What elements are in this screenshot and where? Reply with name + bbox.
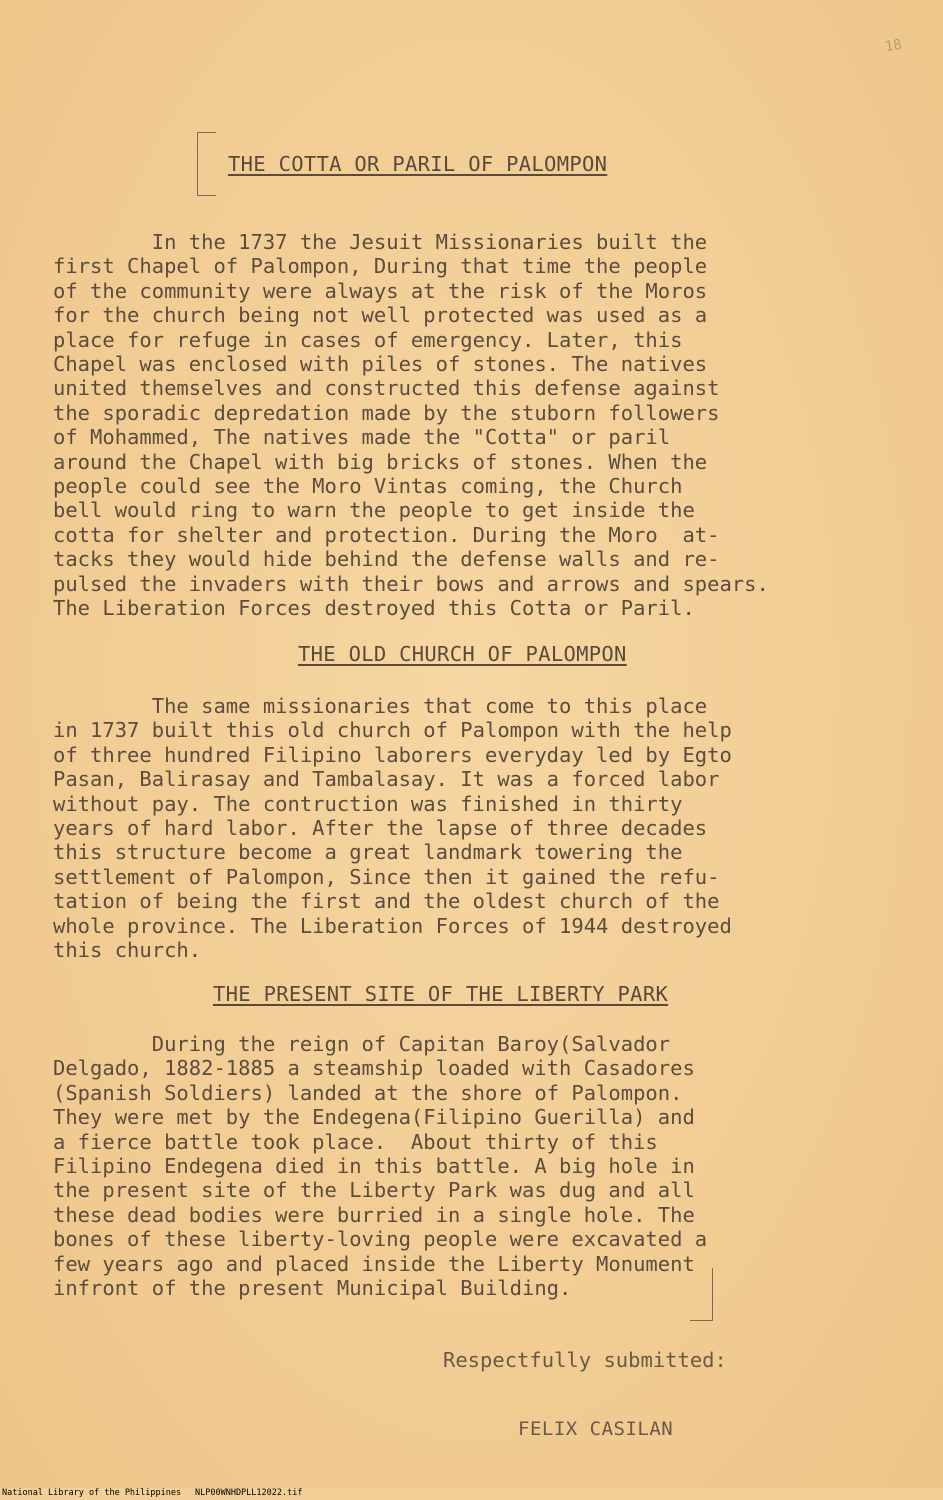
text-line: In the 1737 the Jesuit Missionaries built the xyxy=(53,230,708,254)
text-line: The same missionaries that come to this place xyxy=(53,694,708,718)
text-line: bones of these liberty-loving people were excavated a xyxy=(53,1227,708,1252)
footer-library: National Library of the Philippines xyxy=(2,1488,182,1498)
text-line: Filipino Endegena died in this battle. A big hole in xyxy=(53,1154,695,1179)
text-line: Chapel was enclosed with piles of stones. The natives xyxy=(53,352,708,377)
text-line: united themselves and constructed this defense against xyxy=(53,376,720,401)
text-line: of the community were always at the risk of the Moros xyxy=(53,278,708,303)
closing-bracket-mark xyxy=(690,1268,713,1321)
text-line: They were met by the Endegena(Filipino Guerilla) and xyxy=(53,1105,695,1130)
text-line: whole province. The Liberation Forces of 1944 destroyed xyxy=(53,913,732,938)
section-heading-liberty-park: THE PRESENT SITE OF THE LIBERTY PARK xyxy=(213,982,669,1006)
text-line: first Chapel of Palompon, During that time the people xyxy=(53,254,708,279)
text-line: During the reign of Capitan Baroy(Salvador xyxy=(53,1032,671,1056)
text-line: pulsed the invaders with their bows and arrows and spears. xyxy=(53,571,769,596)
text-line: this church. xyxy=(53,938,202,963)
section-body-cotta xyxy=(53,230,769,621)
text-line: settlement of Palompon, Since then it gained the refu- xyxy=(53,864,720,889)
text-line: people could see the Moro Vintas coming, the Church xyxy=(53,474,683,499)
text-line: of three hundred Filipino laborers everyday led by Egto xyxy=(53,742,732,767)
text-line: these dead bodies were burried in a single hole. The xyxy=(53,1202,695,1227)
text-line: for the church being not well protected was used as a xyxy=(53,303,708,328)
section-body-old-church xyxy=(53,694,732,962)
text-line: The Liberation Forces destroyed this Cotta or Paril. xyxy=(53,596,695,621)
text-line: around the Chapel with big bricks of stones. When the xyxy=(53,449,708,474)
text-line: tation of being the first and the oldest church of the xyxy=(53,889,720,914)
opening-bracket-mark xyxy=(197,132,216,196)
margin-note: 18 xyxy=(883,36,904,56)
text-line: infront of the present Municipal Building. xyxy=(53,1276,572,1301)
text-line: bell would ring to warn the people to get inside the xyxy=(53,498,695,523)
text-line: (Spanish Soldiers) landed at the shore of Palompon. xyxy=(53,1080,683,1105)
section-heading-cotta: THE COTTA OR PARIL OF PALOMPON xyxy=(228,152,608,176)
section-body-liberty-park xyxy=(53,1032,707,1300)
text-line: a fierce battle took place. About thirty of this xyxy=(53,1129,658,1154)
text-line: Delgado, 1882-1885 a steamship loaded with Casadores xyxy=(53,1056,695,1081)
text-line: few years ago and placed inside the Liberty Monument xyxy=(53,1251,695,1276)
text-line: of Mohammed, The natives made the "Cotta" or paril xyxy=(53,425,671,450)
text-line: the present site of the Liberty Park was dug and all xyxy=(53,1178,695,1203)
text-line: the sporadic depredation made by the stuborn followers xyxy=(53,400,720,425)
text-line: in 1737 built this old church of Palompon with the help xyxy=(53,718,732,743)
scan-footer xyxy=(0,1488,943,1500)
text-line: tacks they would hide behind the defense walls and re- xyxy=(53,547,720,572)
text-line: cotta for shelter and protection. During the Moro at- xyxy=(53,522,720,547)
text-line: Pasan, Balirasay and Tambalasay. It was a forced labor xyxy=(53,767,720,792)
signature-name: FELIX CASILAN xyxy=(518,1418,674,1440)
text-line: years of hard labor. After the lapse of three decades xyxy=(53,816,708,841)
section-heading-old-church: THE OLD CHURCH OF PALOMPON xyxy=(298,642,627,666)
footer-filename: NLP00WNHDPLL12022.tif xyxy=(195,1488,303,1498)
text-line: this structure become a great landmark towering the xyxy=(53,840,683,865)
text-line: without pay. The contruction was finished in thirty xyxy=(53,791,683,816)
text-line: place for refuge in cases of emergency. Later, this xyxy=(53,327,683,352)
closing-line: Respectfully submitted: xyxy=(443,1348,727,1372)
